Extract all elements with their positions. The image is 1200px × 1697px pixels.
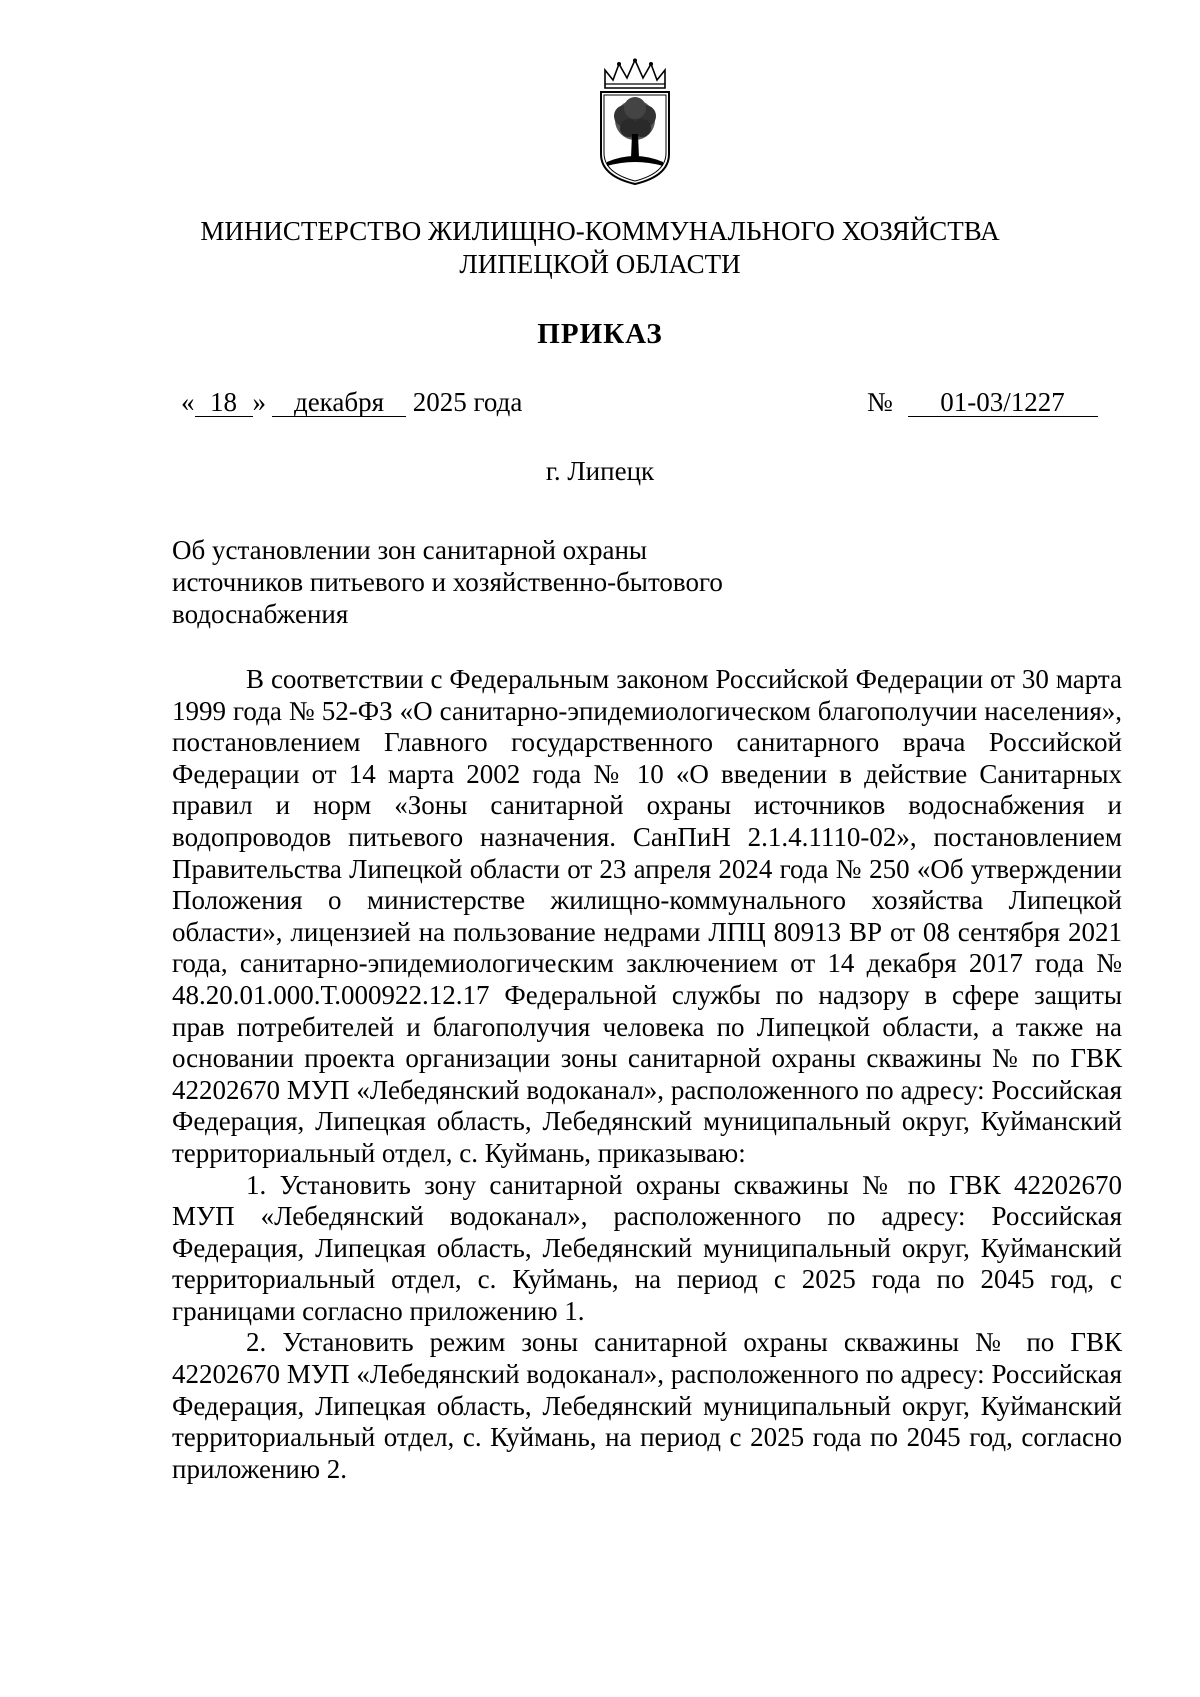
document-date: [181, 386, 522, 418]
subject-line1: Об установлении зон санитарной охраны: [172, 535, 648, 565]
subject-line2: источников питьевого и хозяйственно-бытового: [172, 567, 723, 597]
order-item-2: 2. Установить режим зоны санитарной охраны скважины № по ГВК 42202670 МУП «Лебедянский водоканал», расположенного по адресу: Российская Федерация, Липецкая область, Лебедянский муниципальный округ, Куйманский территориальный отдел, с. Куймань, на период с 2025 года по 2045 год, согласно приложению 2.: [172, 1327, 1122, 1484]
document-city: г. Липецк: [545, 456, 655, 486]
ministry-name: [0, 215, 1200, 281]
date-open-quote: «: [181, 387, 195, 417]
order-item-1: 1. Установить зону санитарной охраны скважины № по ГВК 42202670 МУП «Лебедянский водоканал», расположенного по адресу: Российская Федерация, Липецкая область, Лебедянский муниципальный округ, Куйманский территориальный отдел, с. Куймань, на период с 2025 года по 2045 год, с границами согласно приложению 1.: [172, 1169, 1122, 1326]
ministry-name-line2: ЛИПЕЦКОЙ ОБЛАСТИ: [459, 249, 741, 279]
number-value: 01-03/1227: [908, 388, 1098, 417]
preamble-paragraph: В соответствии с Федеральным законом Российской Федерации от 30 марта 1999 года № 52-ФЗ «О санитарно-эпидемиологическом благополучии населения», постановлением Главного государственного санитарного врача Российской Федерации от 14 марта 2002 года № 10 «О введении в действие Санитарных правил и норм «Зоны санитарной охраны источников водоснабжения и водопроводов питьевого назначения. СанПиН 2.1.4.1110-02», постановлением Правительства Липецкой области от 23 апреля 2024 года № 250 «Об утверждении Положения о министерстве жилищно-коммунального хозяйства Липецкой области», лицензией на пользование недрами ЛПЦ 80913 ВР от 08 сентября 2021 года, санитарно-эпидемиологическим заключением от 14 декабря 2017 года № 48.20.01.000.Т.000922.12.17 Федеральной службы по надзору в сфере защиты прав потребителей и благополучия человека по Липецкой области, а также на основании проекта организации зоны санитарной охраны скважины № по ГВК 42202670 МУП «Лебедянский водоканал», расположенного по адресу: Российская Федерация, Липецкая область, Лебедянский муниципальный округ, Куйманский территориальный отдел, с. Куймань, приказываю:: [172, 664, 1122, 1168]
date-day: 18: [195, 388, 253, 417]
subject-line3: водоснабжения: [172, 599, 349, 629]
date-month: декабря: [272, 388, 406, 417]
ministry-name-line1: МИНИСТЕРСТВО ЖИЛИЩНО-КОММУНАЛЬНОГО ХОЗЯЙСТВА: [200, 216, 1000, 246]
number-sign: №: [867, 387, 893, 417]
document-number: [867, 386, 1098, 418]
document-body: [172, 664, 1122, 1485]
lipetsk-coat-of-arms-icon: [595, 58, 675, 186]
document-subject: [172, 534, 792, 630]
date-year: 2025 года: [412, 387, 523, 417]
document-type-title: ПРИКАЗ: [537, 318, 663, 350]
date-close-quote: »: [252, 387, 266, 417]
